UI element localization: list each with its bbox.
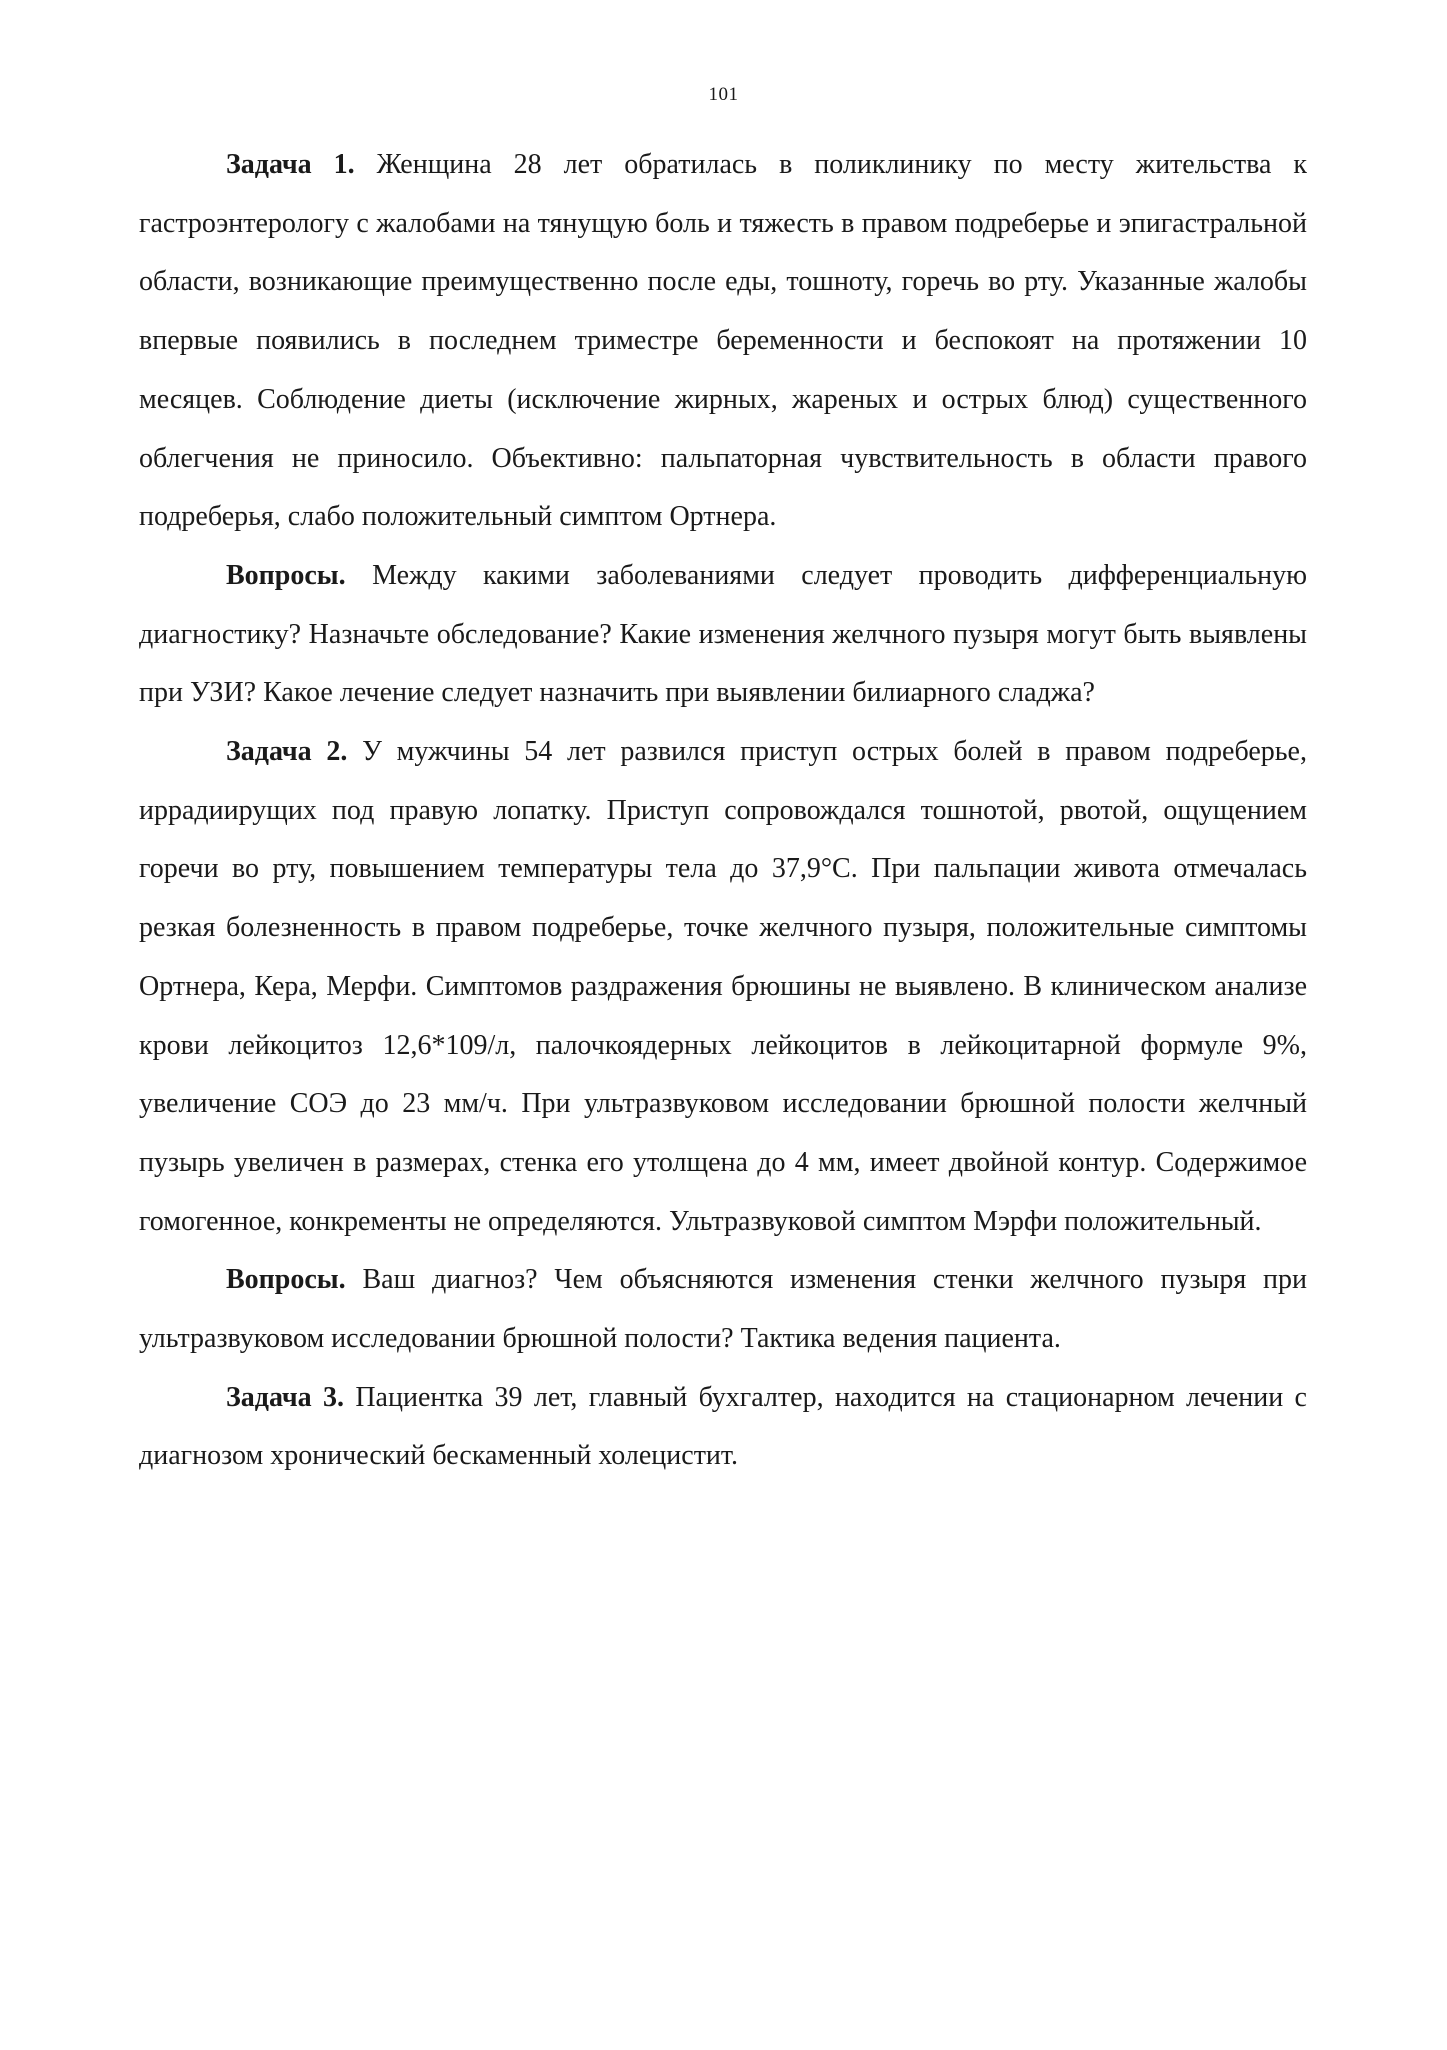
page-number: 101 xyxy=(708,84,739,105)
task-2-paragraph xyxy=(139,723,1307,1251)
task-3-text: Пациентка 39 лет, главный бухгалтер, находится на стационарном лечении с диагнозом хронический бескаменный холецистит. xyxy=(139,1381,1307,1472)
task-1-text: Женщина 28 лет обратилась в поликлинику по месту жительства к гастроэнтерологу с жалобами на тянущую боль и тяжесть в правом подреберье и эпигастральной области, возникающие преимущественно после еды, тошноту, горечь во рту. Указанные жалобы впервые появились в последнем триместре беременности и беспокоят на протяжении 10 месяцев. Соблюдение диеты (исключение жирных, жареных и острых блюд) существенного облегчения не приносило. Объективно: пальпаторная чувствительность в области правого подреберья, слабо положительный симптом Ортнера. xyxy=(139,149,1307,533)
task-1-questions-heading: Вопросы. xyxy=(226,559,346,591)
document-body xyxy=(139,136,1307,1486)
task-2-questions-heading: Вопросы. xyxy=(226,1264,346,1296)
task-1-questions-paragraph xyxy=(139,547,1307,723)
task-2-questions-text: Ваш диагноз? Чем объясняются изменения стенки желчного пузыря при ультразвуковом исследовании брюшной полости? Тактика ведения пациента. xyxy=(139,1264,1307,1355)
task-2-questions-paragraph xyxy=(139,1251,1307,1368)
task-3-heading: Задача 3. xyxy=(226,1381,344,1413)
task-1-heading: Задача 1. xyxy=(226,149,355,180)
task-2-heading: Задача 2. xyxy=(226,736,348,768)
task-1-paragraph xyxy=(139,136,1307,547)
task-2-text: У мужчины 54 лет развился приступ острых болей в правом подреберье, иррадиирущих под правую лопатку. Приступ сопровождался тошнотой, рвотой, ощущением горечи во рту, повышением температуры тела до 37,9°С. При пальпации живота отмечалась резкая болезненность в правом подреберье, точке желчного пузыря, положительные симптомы Ортнера, Кера, Мерфи. Симптомов раздражения брюшины не выявлено. В клиническом анализе крови лейкоцитоз 12,6*109/л, палочкоядерных лейкоцитов в лейкоцитарной формуле 9%, увеличение СОЭ до 23 мм/ч. При ультразвуковом исследовании брюшной полости желчный пузырь увеличен в размерах, стенка его утолщена до 4 мм, имеет двойной контур. Содержимое гомогенное, конкременты не определяются. Ультразвуковой симптом Мэрфи положительный. xyxy=(139,736,1307,1237)
task-3-paragraph xyxy=(139,1369,1307,1486)
task-1-questions-text: Между какими заболеваниями следует проводить дифференциальную диагностику? Назначьте обследование? Какие изменения желчного пузыря могут быть выявлены при УЗИ? Какое лечение следует назначить при выявлении билиарного сладжа? xyxy=(139,559,1307,709)
